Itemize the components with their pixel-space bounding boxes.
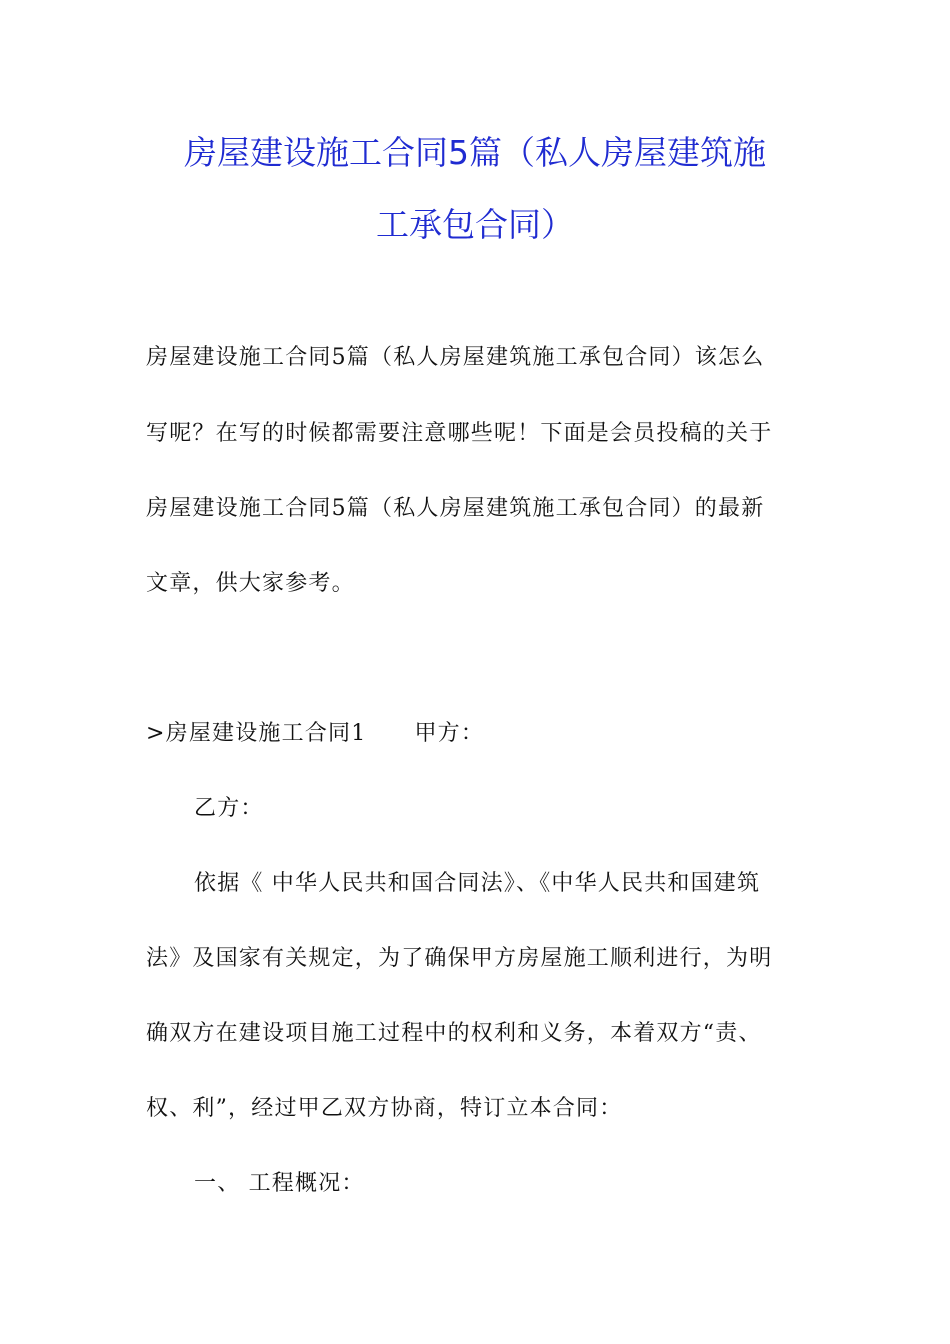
intro-line-4: 文章，供大家参考。	[146, 571, 355, 596]
section-heading: >房屋建设施工合同1	[146, 721, 367, 746]
intro-line-2: 写呢？在写的时候都需要注意哪些呢！下面是会员投稿的关于	[146, 421, 773, 446]
clause-1-heading: 一、 工程概况：	[194, 1171, 365, 1196]
body-line-4: 权、利”，经过甲乙双方协商，特订立本合同：	[146, 1096, 623, 1121]
document-title-line-1: 房屋建设施工合同5篇（私人房屋建筑施	[184, 133, 766, 172]
body-line-1: 依据《 中华人民共和国合同法》、《中华人民共和国建筑	[194, 871, 761, 896]
body-line-3: 确双方在建设项目施工过程中的权利和义务，本着双方“责、	[146, 1021, 762, 1046]
party-b-label: 乙方：	[194, 796, 264, 821]
intro-line-3: 房屋建设施工合同5篇（私人房屋建筑施工承包合同）的最新	[146, 496, 765, 521]
intro-line-1: 房屋建设施工合同5篇（私人房屋建筑施工承包合同）该怎么	[146, 345, 765, 370]
party-a-label: 甲方：	[414, 721, 485, 746]
document-title-line-2: 工承包合同）	[376, 205, 574, 244]
section-heading-row	[146, 719, 806, 749]
body-line-2: 法》及国家有关规定，为了确保甲方房屋施工顺利进行，为明	[146, 946, 773, 971]
